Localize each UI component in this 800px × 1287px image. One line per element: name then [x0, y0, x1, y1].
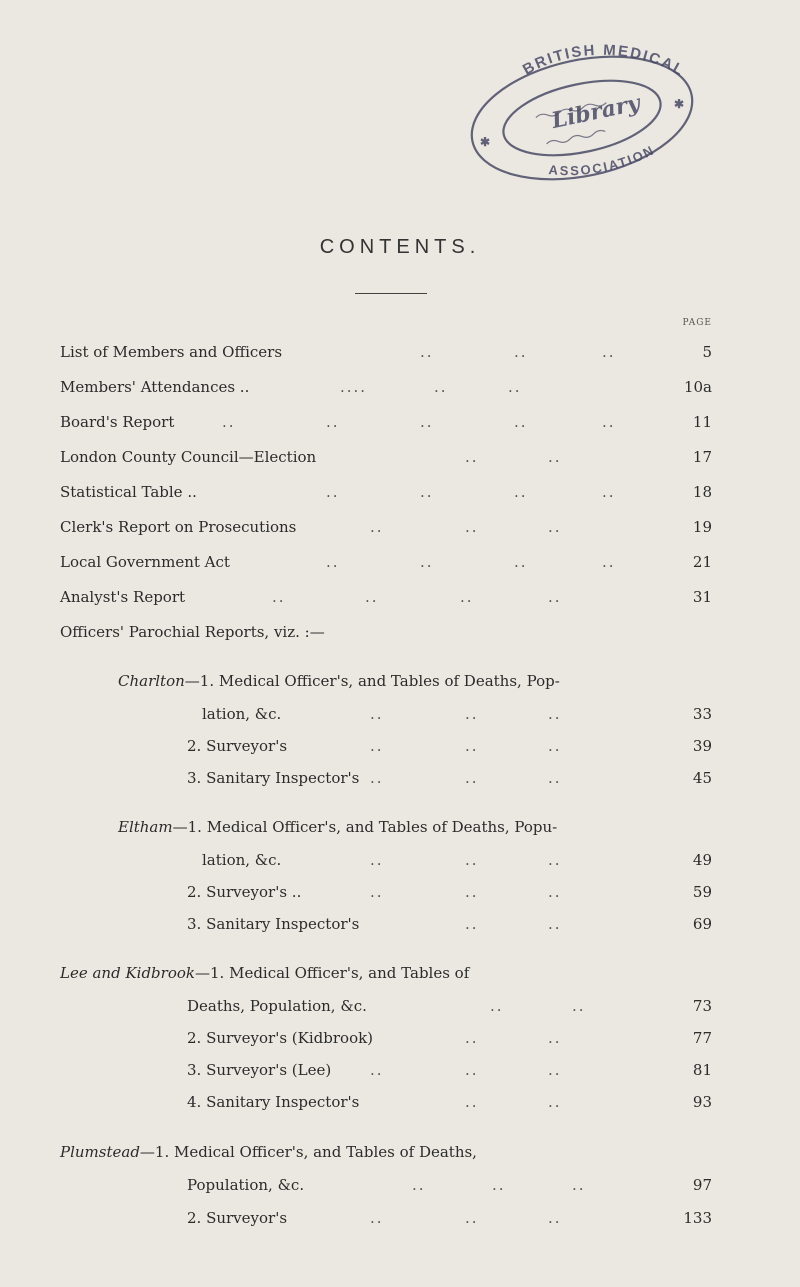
entry-label: Members' Attendances ..: [60, 378, 250, 396]
entry-label: 3. Surveyor's (Lee): [187, 1061, 332, 1079]
leader-dots: ..: [465, 1061, 479, 1079]
toc-entry: [0, 588, 800, 612]
leader-dots: ..: [465, 1209, 479, 1227]
stamp-center-text: Library: [549, 89, 643, 135]
entry-label: Officers' Parochial Reports, viz. :—: [60, 623, 325, 641]
leader-dots: ..: [222, 413, 236, 431]
entry-label: 2. Surveyor's (Kidbrook): [187, 1029, 374, 1047]
leader-dots: ..: [465, 518, 479, 536]
district-name: Plumstead: [60, 1143, 140, 1161]
leader-dots: ..: [602, 343, 616, 361]
entry-label: —1. Medical Officer's, and Tables of: [195, 964, 470, 982]
entry-label: Local Government Act: [60, 553, 230, 571]
entry-label: 2. Surveyor's: [187, 1209, 288, 1227]
entry-page: 17: [692, 448, 712, 466]
entry-page: 31: [692, 588, 712, 606]
entry-page: 39: [692, 737, 712, 755]
entry-label: Statistical Table ..: [60, 483, 197, 501]
leader-dots: ..: [602, 413, 616, 431]
leader-dots: ..: [548, 851, 562, 869]
entry-page: 11: [692, 413, 712, 431]
leader-dots: ..: [370, 705, 384, 723]
leader-dots: ..: [548, 1029, 562, 1047]
toc-entry: [0, 672, 800, 696]
leader-dots: ..: [370, 1209, 384, 1227]
entry-page: 97: [692, 1176, 712, 1194]
leader-dots: ..: [572, 997, 586, 1015]
leader-dots: ..: [465, 883, 479, 901]
leader-dots: ..: [465, 705, 479, 723]
entry-page: 69: [692, 915, 712, 933]
leader-dots: ..: [548, 448, 562, 466]
leader-dots: ..: [326, 553, 340, 571]
entry-label: List of Members and Officers: [60, 343, 283, 361]
entry-label-continued: Deaths, Population, &c.: [187, 997, 367, 1015]
leader-dots: ..: [460, 588, 474, 606]
entry-page: 81: [692, 1061, 712, 1079]
toc-entry: [0, 818, 800, 842]
entry-label: —1. Medical Officer's, and Tables of Deaths, Popu-: [172, 818, 558, 836]
leader-dots: ..: [326, 413, 340, 431]
entry-page: 18: [692, 483, 712, 501]
entry-page: 10a: [683, 378, 712, 396]
leader-dots: ..: [420, 413, 434, 431]
toc-entry: [0, 343, 800, 367]
leader-dots: ..: [490, 997, 504, 1015]
svg-text:BRITISH MEDICAL: [520, 42, 688, 80]
toc-entry: [0, 1143, 800, 1167]
stamp-top-text: BRITISH MEDICAL: [519, 41, 688, 80]
leader-dots: ..: [548, 883, 562, 901]
leader-dots: ..: [370, 851, 384, 869]
leader-dots: ..: [365, 588, 379, 606]
leader-dots: ..: [492, 1176, 506, 1194]
leader-dots: ..: [465, 737, 479, 755]
entry-label: Clerk's Report on Prosecutions: [60, 518, 297, 536]
entry-label: 3. Sanitary Inspector's: [187, 769, 360, 787]
toc-entry: [0, 378, 800, 402]
leader-dots: ..: [548, 1061, 562, 1079]
leader-dots: ..: [548, 518, 562, 536]
leader-dots: ..: [548, 737, 562, 755]
leader-dots: ..: [548, 588, 562, 606]
toc-entry: [0, 997, 800, 1021]
leader-dots: ..: [465, 448, 479, 466]
entry-page: 77: [692, 1029, 712, 1047]
toc-entry: [0, 413, 800, 437]
toc-entry: [0, 769, 800, 793]
entry-label: 4. Sanitary Inspector's: [187, 1093, 360, 1111]
stamp-bottom-text: ASSOCIATION: [548, 142, 658, 179]
library-stamp: [462, 38, 702, 188]
toc-entry: [0, 851, 800, 875]
leader-dots: ..: [508, 378, 522, 396]
leader-dots: ..: [572, 1176, 586, 1194]
leader-dots: ..: [465, 1093, 479, 1111]
leader-dots: ..: [412, 1176, 426, 1194]
leader-dots: ..: [602, 553, 616, 571]
toc-entry: [0, 483, 800, 507]
entry-label: 2. Surveyor's: [187, 737, 288, 755]
leader-dots: ..: [548, 1093, 562, 1111]
leader-dots: ..: [326, 483, 340, 501]
toc-entry: [0, 964, 800, 988]
entry-label: Board's Report: [60, 413, 175, 431]
page-column-header: PAGE: [682, 318, 712, 328]
toc-entry: [0, 915, 800, 939]
entry-page: 33: [692, 705, 712, 723]
entry-label: London County Council—Election: [60, 448, 317, 466]
toc-entry: [0, 1061, 800, 1085]
toc-entry: [0, 448, 800, 472]
leader-dots: ..: [434, 378, 448, 396]
toc-entry: [0, 1093, 800, 1117]
entry-page: 49: [692, 851, 712, 869]
entry-label: 3. Sanitary Inspector's: [187, 915, 360, 933]
toc-entry: [0, 705, 800, 729]
leader-dots: ..: [272, 588, 286, 606]
entry-page: 45: [692, 769, 712, 787]
entry-label: Analyst's Report: [60, 588, 186, 606]
leader-dots: ..: [420, 343, 434, 361]
leader-dots: ..: [465, 915, 479, 933]
leader-dots: ..: [548, 769, 562, 787]
leader-dots: ..: [548, 915, 562, 933]
leader-dots: ..: [420, 553, 434, 571]
entry-page: 133: [683, 1209, 712, 1227]
toc-entry: [0, 1029, 800, 1053]
toc-entry: [0, 623, 800, 647]
toc-entry: [0, 1176, 800, 1200]
toc-entry: [0, 1209, 800, 1233]
leader-dots: ..: [465, 1029, 479, 1047]
leader-dots: ..: [370, 518, 384, 536]
leader-dots: ..: [514, 413, 528, 431]
leader-dots: ..: [370, 769, 384, 787]
entry-page: 59: [692, 883, 712, 901]
leader-dots: ..: [602, 483, 616, 501]
leader-dots: ..: [548, 705, 562, 723]
leader-dots: ..: [514, 553, 528, 571]
district-name: Lee and Kidbrook: [60, 964, 195, 982]
leader-dots: ....: [340, 378, 368, 396]
entry-label: —1. Medical Officer's, and Tables of Deaths,: [139, 1143, 477, 1161]
title-divider: [355, 293, 427, 294]
leader-dots: ..: [370, 737, 384, 755]
leader-dots: ..: [370, 883, 384, 901]
leader-dots: ..: [465, 851, 479, 869]
entry-label: —1. Medical Officer's, and Tables of Deaths, Pop-: [184, 672, 560, 690]
leader-dots: ..: [548, 1209, 562, 1227]
entry-label-continued: Population, &c.: [187, 1176, 305, 1194]
leader-dots: ..: [465, 769, 479, 787]
entry-label: 2. Surveyor's ..: [187, 883, 302, 901]
entry-label-continued: lation, &c.: [202, 705, 282, 723]
entry-label-continued: lation, &c.: [202, 851, 282, 869]
stamp-star-icon: ✱: [674, 97, 685, 111]
entry-page: 93: [692, 1093, 712, 1111]
entry-page: 19: [692, 518, 712, 536]
district-name: Eltham: [118, 818, 173, 836]
leader-dots: ..: [514, 343, 528, 361]
district-name: Charlton: [118, 672, 185, 690]
toc-entry: [0, 553, 800, 577]
leader-dots: ..: [370, 1061, 384, 1079]
toc-entry: [0, 883, 800, 907]
toc-entry: [0, 737, 800, 761]
leader-dots: ..: [420, 483, 434, 501]
entry-page: 21: [692, 553, 712, 571]
stamp-star-icon: ✱: [480, 135, 491, 149]
entry-page: 5: [702, 343, 712, 361]
entry-page: 73: [692, 997, 712, 1015]
toc-entry: [0, 518, 800, 542]
page-title: CONTENTS.: [319, 236, 481, 258]
leader-dots: ..: [514, 483, 528, 501]
